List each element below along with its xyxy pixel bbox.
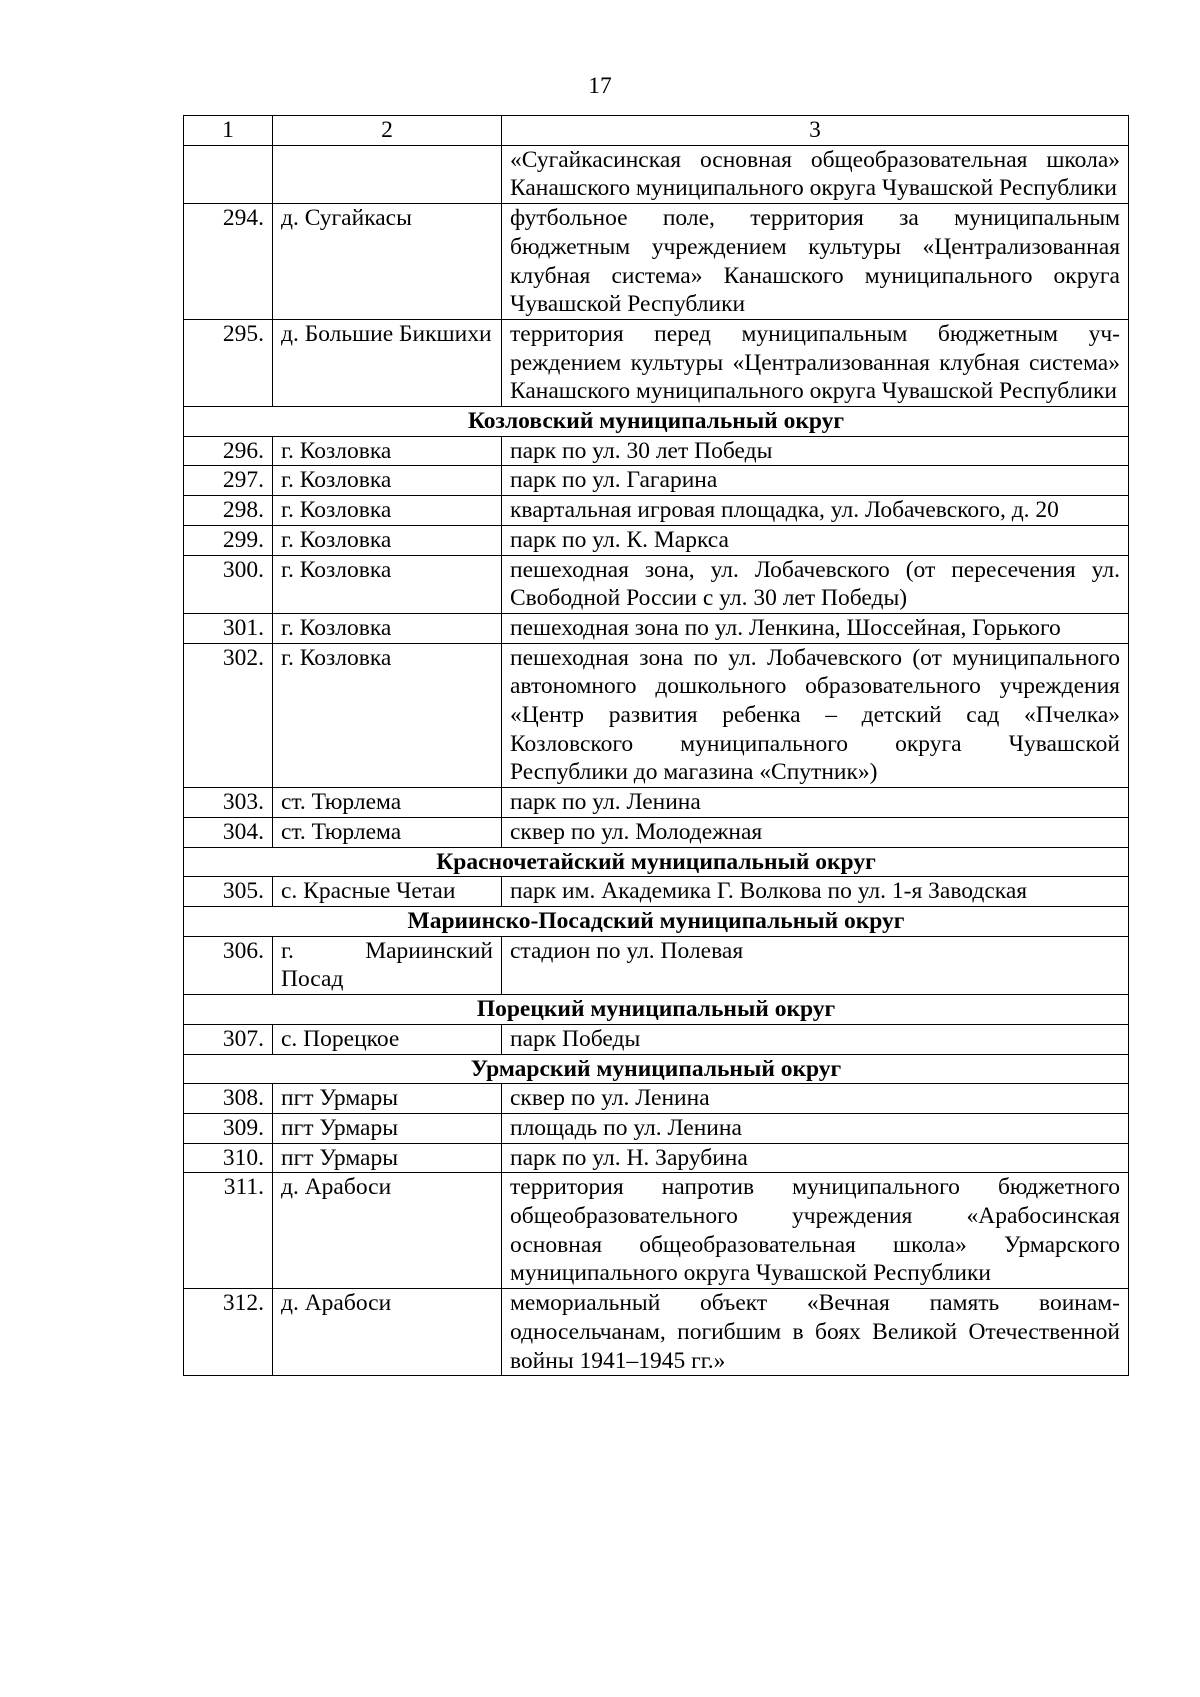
table-row xyxy=(184,877,1129,907)
row-place: пгт Урмары xyxy=(273,1113,502,1143)
row-description: парк по ул. К. Маркса xyxy=(502,525,1129,555)
table-row xyxy=(184,1143,1129,1173)
row-number: 308. xyxy=(184,1084,273,1114)
row-number: 301. xyxy=(184,613,273,643)
row-description: парк по ул. Гагарина xyxy=(502,466,1129,496)
row-place: ст. Тюрлема xyxy=(273,788,502,818)
row-place: д. Арабоси xyxy=(273,1289,502,1376)
row-place: д. Большие Бикшихи xyxy=(273,319,502,406)
table-row xyxy=(184,1084,1129,1114)
section-title: Урмарский муниципальный округ xyxy=(184,1054,1129,1084)
table-header xyxy=(184,116,1129,146)
row-description: сквер по ул. Ленина xyxy=(502,1084,1129,1114)
row-place: г. Козловка xyxy=(273,496,502,526)
row-number: 311. xyxy=(184,1173,273,1289)
table-body xyxy=(184,145,1129,1376)
row-number: 296. xyxy=(184,436,273,466)
table-row xyxy=(184,643,1129,788)
row-number: 307. xyxy=(184,1024,273,1054)
row-description: квартальная игровая площадка, ул. Лобачевского, д. 20 xyxy=(502,496,1129,526)
row-number: 302. xyxy=(184,643,273,788)
row-description: парк по ул. Ленина xyxy=(502,788,1129,818)
table-row xyxy=(184,466,1129,496)
table-row xyxy=(184,555,1129,613)
table-row xyxy=(184,204,1129,320)
row-description: сквер по ул. Молодежная xyxy=(502,817,1129,847)
row-place: ст. Тюрлема xyxy=(273,817,502,847)
row-number: 309. xyxy=(184,1113,273,1143)
row-description: парк им. Академика Г. Волкова по ул. 1-я Заводская xyxy=(502,877,1129,907)
row-place: г. Козловка xyxy=(273,466,502,496)
row-number xyxy=(184,145,273,203)
table-row xyxy=(184,936,1129,994)
row-place: г. Козловка xyxy=(273,555,502,613)
row-place xyxy=(273,145,502,203)
row-description: площадь по ул. Ленина xyxy=(502,1113,1129,1143)
row-place: г. Козловка xyxy=(273,525,502,555)
table-row xyxy=(184,1173,1129,1289)
row-number: 306. xyxy=(184,936,273,994)
table-row xyxy=(184,436,1129,466)
table-row xyxy=(184,145,1129,203)
row-place: г. Козловка xyxy=(273,643,502,788)
section-row xyxy=(184,407,1129,437)
row-place: г. Козловка xyxy=(273,436,502,466)
row-number: 298. xyxy=(184,496,273,526)
row-place: г. Козловка xyxy=(273,613,502,643)
section-row xyxy=(184,847,1129,877)
table-row xyxy=(184,613,1129,643)
table-row xyxy=(184,817,1129,847)
table-row xyxy=(184,1289,1129,1376)
row-description: пешеходная зона по ул. Ленкина, Шоссейная, Горького xyxy=(502,613,1129,643)
row-place: д. Арабоси xyxy=(273,1173,502,1289)
row-number: 304. xyxy=(184,817,273,847)
section-title: Мариинско-Посадский муниципальный округ xyxy=(184,906,1129,936)
registry-table xyxy=(183,115,1129,1376)
table-row xyxy=(184,1024,1129,1054)
row-number: 299. xyxy=(184,525,273,555)
row-description: футбольное поле, территория за муниципальным бюджетным учреждением культуры «Централизованная клубная система» Канашского муниципального округа Чувашской Республики xyxy=(502,204,1129,320)
row-description: парк по ул. 30 лет Победы xyxy=(502,436,1129,466)
row-number: 300. xyxy=(184,555,273,613)
row-place: г. Мариинский Посад xyxy=(273,936,502,994)
section-title: Красночетайский муниципальный округ xyxy=(184,847,1129,877)
row-number: 312. xyxy=(184,1289,273,1376)
section-row xyxy=(184,1054,1129,1084)
table-row xyxy=(184,496,1129,526)
row-number: 295. xyxy=(184,319,273,406)
row-description: пешеходная зона, ул. Лобачевского (от пересечения ул. Свободной России с ул. 30 лет Победы) xyxy=(502,555,1129,613)
section-row xyxy=(184,995,1129,1025)
column-header-description: 3 xyxy=(502,116,1129,146)
table-row xyxy=(184,319,1129,406)
row-description: мемориальный объект «Вечная память воинамодносельчанам, погибшим в боях Великой Отечественной войны 1941–1945 гг.» xyxy=(502,1289,1129,1376)
row-number: 310. xyxy=(184,1143,273,1173)
row-place: с. Порецкое xyxy=(273,1024,502,1054)
table-row xyxy=(184,525,1129,555)
row-number: 294. xyxy=(184,204,273,320)
row-place: пгт Урмары xyxy=(273,1084,502,1114)
page-number: 17 xyxy=(588,73,612,99)
section-title: Козловский муниципальный округ xyxy=(184,407,1129,437)
row-place: д. Сугайкасы xyxy=(273,204,502,320)
row-description: парк по ул. Н. Зарубина xyxy=(502,1143,1129,1173)
section-title: Порецкий муниципальный округ xyxy=(184,995,1129,1025)
column-header-row xyxy=(184,116,1129,146)
table-row xyxy=(184,1113,1129,1143)
table-row xyxy=(184,788,1129,818)
row-number: 297. xyxy=(184,466,273,496)
row-description: территория перед муниципальным бюджетным учреждением культуры «Централизованная клубная система» Канашского муниципального округа Чувашской Республики xyxy=(502,319,1129,406)
column-header-place: 2 xyxy=(273,116,502,146)
section-row xyxy=(184,906,1129,936)
row-description: стадион по ул. Полевая xyxy=(502,936,1129,994)
column-header-number: 1 xyxy=(184,116,273,146)
row-place: с. Красные Четаи xyxy=(273,877,502,907)
row-number: 305. xyxy=(184,877,273,907)
row-place: пгт Урмары xyxy=(273,1143,502,1173)
row-description: пешеходная зона по ул. Лобачевского (от муниципального автономного дошкольного образовательного учреждения «Центр развития ребенка – детский сад «Пчелка» Козловского муниципального округа Чувашской Республики до магазина «Спутник») xyxy=(502,643,1129,788)
row-description: «Сугайкасинская основная общеобразовательная школа» Канашского муниципального округа Чувашской Республики xyxy=(502,145,1129,203)
row-number: 303. xyxy=(184,788,273,818)
row-description: территория напротив муниципального бюджетного общеобразовательного учреждения «Арабосинская основная общеобразовательная школа» Урмарского муниципального округа Чувашской Республики xyxy=(502,1173,1129,1289)
row-description: парк Победы xyxy=(502,1024,1129,1054)
